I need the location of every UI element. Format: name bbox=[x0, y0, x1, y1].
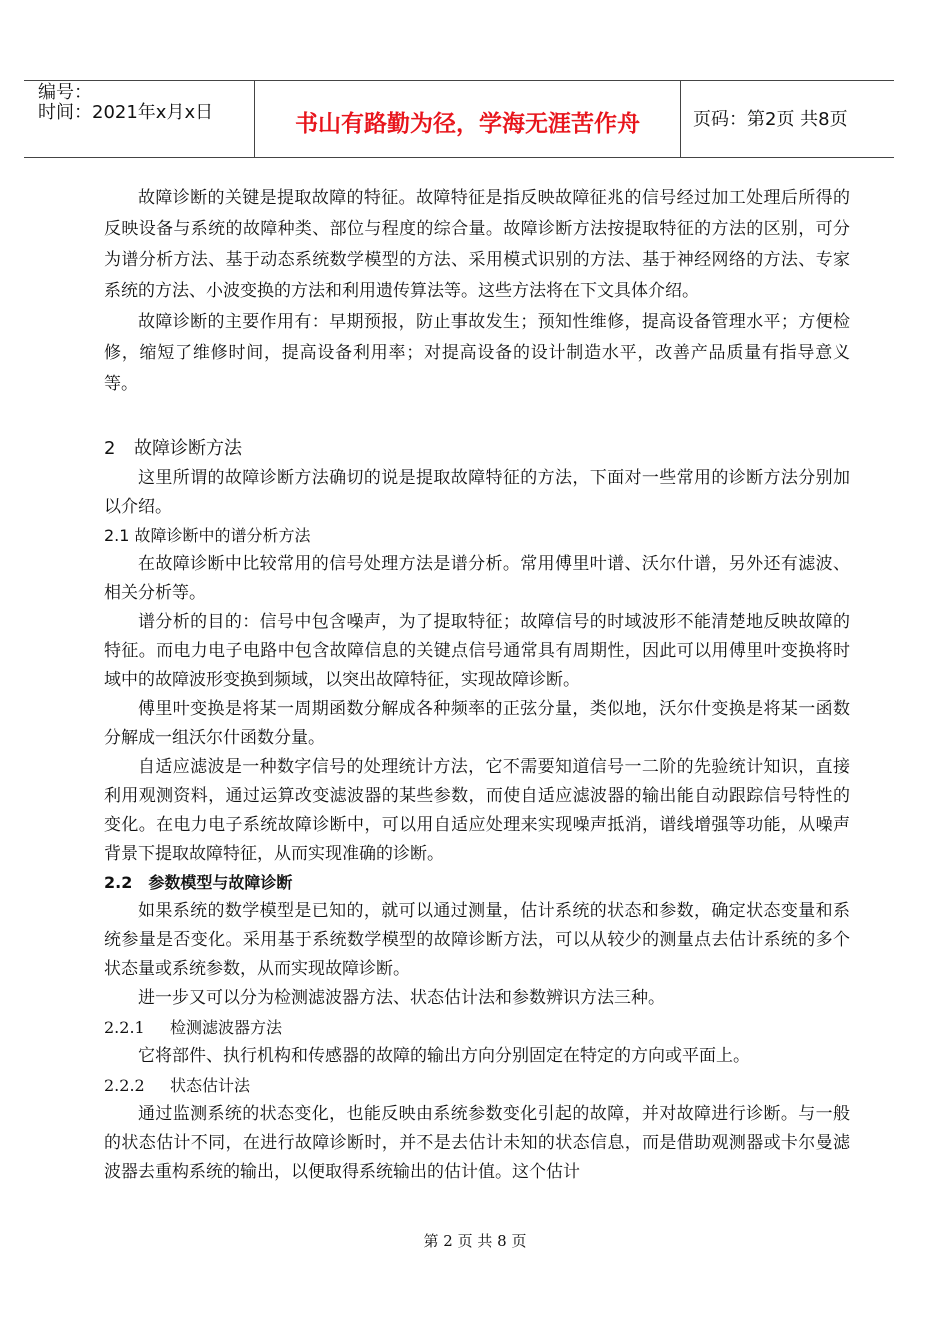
section-2-2-1-title: 检测滤波器方法 bbox=[170, 1018, 283, 1037]
section-2-2-2-heading bbox=[104, 1071, 850, 1100]
page-header bbox=[24, 80, 894, 158]
section-2-1-paragraph: 自适应滤波是一种数字信号的处理统计方法，它不需要知道信号一二阶的先验统计知识，直接利用观测资料，通过运算改变滤波器的某些参数，而使自适应滤波器的输出能自动跟踪信号特性的变化。在电力电子系统故障诊断中，可以用自适应处理来实现噪声抵消，谱线增强等功能，从噪声背景下提取故障特征，从而实现准确的诊断。 bbox=[104, 757, 850, 864]
intro-paragraph-2: 故障诊断的主要作用有：早期预报，防止事故发生；预知性维修，提高设备管理水平；方便检修，缩短了维修时间，提高设备利用率；对提高设备的设计制造水平，改善产品质量有指导意义等。 bbox=[104, 312, 850, 394]
document-body bbox=[104, 183, 850, 1187]
doc-number-label: 编号： bbox=[38, 82, 92, 103]
section-2-number: 2 bbox=[104, 438, 116, 459]
section-2-1-paragraph: 谱分析的目的：信号中包含噪声，为了提取特征；故障信号的时域波形不能清楚地反映故障的特征。而电力电子电路中包含故障信息的关键点信号通常具有周期性，因此可以用傅里叶变换将时域中的故障波形变换到频域，以突出故障特征，实现故障诊断。 bbox=[104, 612, 850, 690]
section-2-title: 故障诊断方法 bbox=[134, 438, 242, 459]
section-2-2-heading: 2.2 参数模型与故障诊断 bbox=[104, 873, 293, 892]
section-2-2-2-number: 2.2.2 bbox=[104, 1076, 145, 1095]
section-2-2-2-title: 状态估计法 bbox=[170, 1076, 251, 1095]
page-footer: 第 2 页 共 8 页 bbox=[423, 1232, 527, 1250]
section-2-heading bbox=[104, 434, 850, 464]
header-motto: 书山有路勤为径，学海无涯苦作舟 bbox=[254, 81, 681, 157]
header-page-info: 页码：第2页 共8页 bbox=[693, 109, 848, 130]
doc-time-label: 时间：2021年x月x日 bbox=[38, 102, 214, 123]
intro-paragraph-1: 故障诊断的关键是提取故障的特征。故障特征是指反映故障征兆的信号经过加工处理后所得的反映设备与系统的故障种类、部位与程度的综合量。故障诊断方法按提取特征的方法的区别，可分为谱分析方法、基于动态系统数学模型的方法、采用模式识别的方法、基于神经网络的方法、专家系统的方法、小波变换的方法和利用遗传算法等。这些方法将在下文具体介绍。 bbox=[104, 188, 850, 301]
section-2-intro: 这里所谓的故障诊断方法确切的说是提取故障特征的方法，下面对一些常用的诊断方法分别加以介绍。 bbox=[104, 468, 850, 517]
section-2-2-1-heading bbox=[104, 1013, 850, 1042]
section-2-2-2-paragraph: 通过监测系统的状态变化，也能反映由系统参数变化引起的故障，并对故障进行诊断。与一般的状态估计不同，在进行故障诊断时，并不是去估计未知的状态信息，而是借助观测器或卡尔曼滤波器去重构系统的输出，以便取得系统输出的估计值。这个估计 bbox=[104, 1104, 850, 1182]
section-2-2-paragraph: 如果系统的数学模型是已知的，就可以通过测量，估计系统的状态和参数，确定状态变量和系统参量是否变化。采用基于系统数学模型的故障诊断方法，可以从较少的测量点去估计系统的多个状态量或系统参数，从而实现故障诊断。 bbox=[104, 901, 850, 979]
section-2-2-1-paragraph: 它将部件、执行机构和传感器的故障的输出方向分别固定在特定的方向或平面上。 bbox=[138, 1046, 750, 1066]
section-2-2-paragraph: 进一步又可以分为检测滤波器方法、状态估计法和参数辨识方法三种。 bbox=[138, 988, 665, 1008]
section-2-2-1-number: 2.2.1 bbox=[104, 1018, 145, 1037]
section-2-1-heading: 2.1 故障诊断中的谱分析方法 bbox=[104, 526, 311, 545]
header-meta bbox=[24, 81, 254, 157]
section-2-1-paragraph: 在故障诊断中比较常用的信号处理方法是谱分析。常用傅里叶谱、沃尔什谱，另外还有滤波、相关分析等。 bbox=[104, 554, 850, 603]
section-2-1-paragraph: 傅里叶变换是将某一周期函数分解成各种频率的正弦分量，类似地，沃尔什变换是将某一函数分解成一组沃尔什函数分量。 bbox=[104, 699, 850, 748]
